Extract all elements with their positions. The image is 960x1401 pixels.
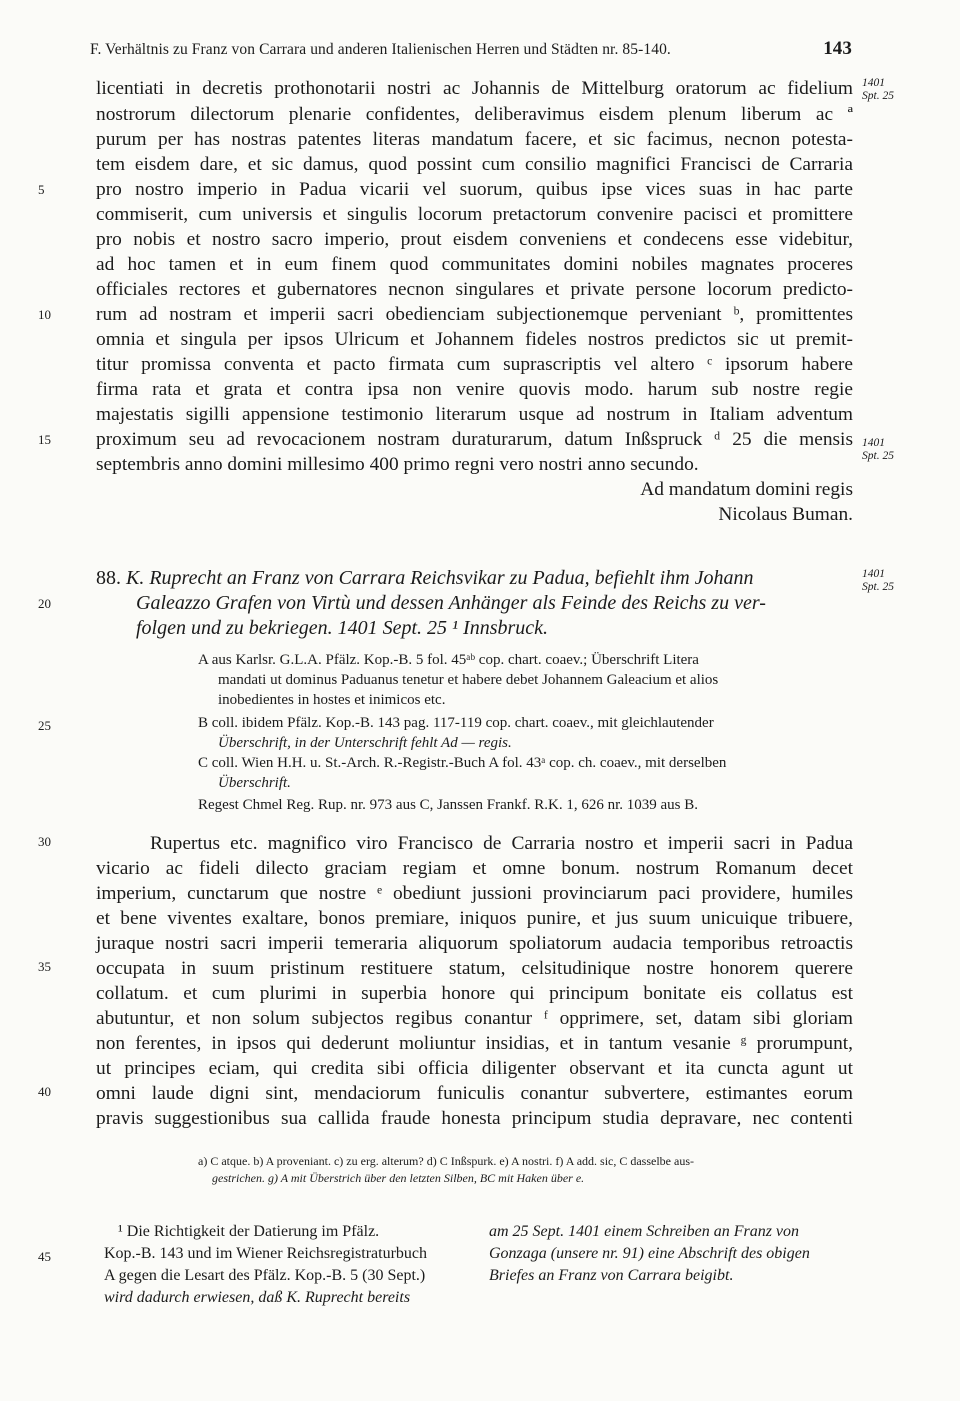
signature-line: Ad mandatum domini regis [640,479,853,500]
footnote-left-line: Kop.-B. 143 und im Wiener Reichsregistraturbuch [104,1245,427,1262]
regest-line: K. Ruprecht an Franz von Carrara Reichsvikar zu Padua, befiehlt ihm Johann [126,567,754,589]
source-line: Regest Chmel Reg. Rup. nr. 973 aus C, Janssen Frankf. R.K. 1, 626 nr. 1039 aus B. [198,797,698,813]
text-line: pro nobis et nostro sacro imperio, prout eisdem conveniens et condecens esse videbitur, [96,229,853,250]
margin-date [862,568,932,594]
signature-name: Nicolaus Buman. [718,504,853,525]
footnote-left-line: ¹ Die Richtigkeit der Datierung im Pfälz. [118,1223,380,1240]
margin-day: Spt. 25 [862,581,894,593]
line-number: 15 [38,432,51,447]
text-line: omni laude digni sint, mendaciorum funiculis conantur subvertere, estimantes eorum [96,1083,853,1104]
source-line: A aus Karlsr. G.L.A. Pfälz. Kop.-B. 5 fol. 45ᵃᵇ cop. chart. coaev.; Überschrift Litera [198,652,699,668]
text-line: pravis suggestionibus sua callida fraude honesta principum studia depravare, nec contenti [96,1108,853,1129]
document-number: 88. [96,567,121,589]
text-line: collatum. et cum plurimi in superbia honore qui principum bonitate eis collatus est [96,983,853,1004]
text-line: titur promissa conventa et pacto firmata cum suprascriptis vel altero ᶜ ipsorum habere [96,354,853,375]
line-number: 20 [38,596,51,611]
text-line: omnia et singula per ipsos Ulricum et Johannem fideles nostros predictos sic ut premit- [96,329,853,350]
apparatus-line: a) C atque. b) A proveniant. c) zu erg. alterum? d) C Inßspurk. e) A nostri. f) A add. sic, C dasselbe aus- [198,1154,694,1168]
text-line: non ferentes, in ipsos qui dederunt moliuntur insidias, et in tantum vesanie ᵍ prorumpunt, [96,1033,853,1054]
running-header [90,38,852,59]
source-line: Überschrift, in der Unterschrift fehlt Ad — regis. [218,735,512,751]
line-number: 5 [38,182,45,197]
text-line: vicario ac fideli dilecto graciam regiam et omne bonum. nostrum Romanum decet [96,858,853,879]
text-line: commiserit, cum universis et singulis locorum pretactorum convenire pacisci et promittere [96,204,853,225]
footnote-right-line: Gonzaga (unsere nr. 91) eine Abschrift des obigen [489,1245,810,1262]
margin-day: Spt. 25 [862,90,894,102]
line-number: 35 [38,959,51,974]
line-number: 45 [38,1249,51,1264]
text-line: licentiati in decretis prothonotarii nostri ac Johannis de Mittelburg oratorum ac fidelium [96,78,853,99]
source-line: inobedientes in hostes et inimicos etc. [218,692,446,708]
source-line: Überschrift. [218,775,291,791]
text-line: septembris anno domini millesimo 400 primo regni vero nostri anno secundo. [96,454,699,475]
text-line: occupata in suum pristinum restituere statum, celsitudinique nostre honorem querere [96,958,853,979]
footnote-left-line: A gegen die Lesart des Pfälz. Kop.-B. 5 (30 Sept.) [104,1267,426,1284]
text-line: nostrorum dilectorum plenarie confidentes, deliberavimus eisdem plenum liberum ac ª [96,104,853,125]
margin-date [862,437,932,463]
source-line: C coll. Wien H.H. u. St.-Arch. R.-Registr.-Buch A fol. 43ᵃ cop. ch. coaev., mit derselben [198,755,727,771]
source-line: B coll. ibidem Pfälz. Kop.-B. 143 pag. 117-119 cop. chart. coaev., mit gleichlautender [198,715,714,731]
text-line: Rupertus etc. magnifico viro Francisco de Carraria nostro et imperii sacri in Padua [150,833,853,854]
line-number: 30 [38,834,51,849]
text-line: purum per has nostras patentes literas mandatum facere, et sic facimus, necnon potesta- [96,129,853,150]
margin-day: Spt. 25 [862,450,894,462]
page-number: 143 [823,38,852,59]
regest-line: folgen und zu bekriegen. 1401 Sept. 25 ¹ Innsbruck. [136,617,549,639]
text-line: imperium, cunctarum que nostre ᵉ obediunt jussioni provinciarum paci providere, humiles [96,883,853,904]
text-line: firma rata et grata et contra ipsa non venire quovis modo. harum sub nostre regie [96,379,853,400]
text-line: et bene viventes exaltare, bonos premiare, iniquos punire, et jus suum unicuique tribuere, [96,908,853,929]
text-line: abutuntur, et non solum subjectos regibus conantur ᶠ opprimere, set, datam sibi gloriam [96,1008,853,1029]
footnote-left-line: wird dadurch erwiesen, daß K. Ruprecht bereits [104,1289,411,1306]
text-line: rum ad nostram et imperii sacri obedienciam subjectionemque perveniant ᵇ, promittentes [96,304,853,325]
footnote-right-line: Briefes an Franz von Carrara beigibt. [489,1267,734,1284]
line-number: 40 [38,1084,51,1099]
text-line: ut principes eciam, qui credita sibi officia diligenter observant et ita cuncta agunt ut [96,1058,853,1079]
margin-year: 1401 [862,77,885,89]
line-number: 25 [38,718,51,733]
line-number: 10 [38,307,51,322]
text-line: juraque nostri sacri imperii temeraria aliquorum spoliatorum audacia temporibus retroactis [96,933,853,954]
text-line: officiales rectores et gubernatores necnon singulares et private persone locorum predicto- [96,279,853,300]
text-line: majestatis sigilli appensione testimonio literarum usque ad nostrum in Italiam adventum [96,404,853,425]
margin-year: 1401 [862,437,885,449]
text-line: tem eisdem dare, et sic damus, quod possint cum consilio magnifici Francisci de Carraria [96,154,853,175]
margin-year: 1401 [862,568,885,580]
regest-line: Galeazzo Grafen von Virtù und dessen Anhänger als Feinde des Reichs zu ver- [136,592,766,614]
footnote-right-line: am 25 Sept. 1401 einem Schreiben an Franz von [489,1223,800,1240]
text-line: ad hoc tamen et in eum finem quod communitates domini nobiles magnates proceres [96,254,853,275]
regest-heading [96,566,856,591]
text-line: pro nostro imperio in Padua vicarii vel suorum, quibus ipse vices suas in hac parte [96,179,853,200]
running-title: F. Verhältnis zu Franz von Carrara und anderen Italienischen Herren und Städten nr. 85-140. [90,41,671,58]
source-line: mandati ut dominus Paduanus tenetur et habere debet Johannem Galeacium et alios [218,672,719,688]
margin-date [862,77,932,103]
text-line: proximum seu ad revocacionem nostram duraturarum, datum Inßspruck ᵈ 25 die mensis [96,429,853,450]
apparatus-line: gestrichen. g) A mit Überstrich über den letzten Silben, BC mit Haken über e. [212,1171,585,1185]
